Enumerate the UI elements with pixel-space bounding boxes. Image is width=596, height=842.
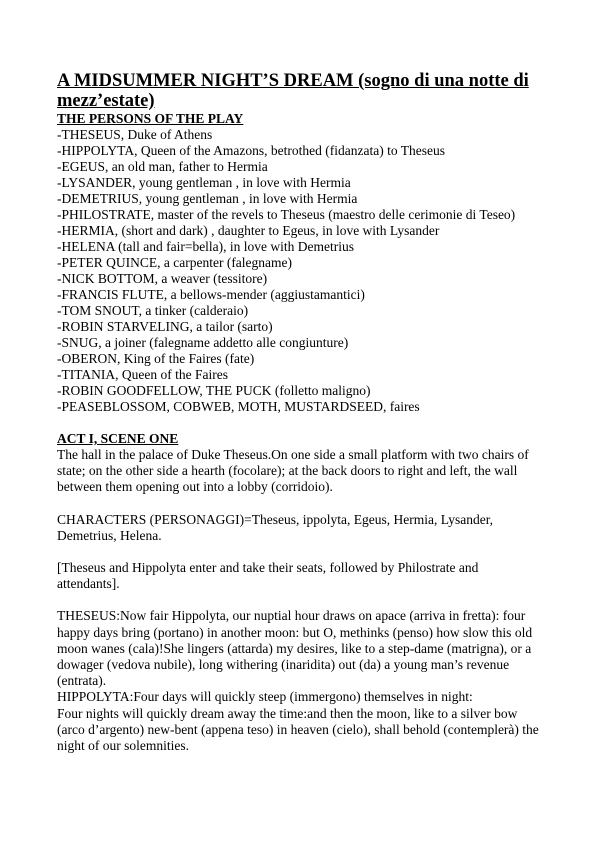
characters-list: CHARACTERS (PERSONAGGI)=Theseus, ippolyta, Egeus, Hermia, Lysander, Demetrius, Helena. bbox=[57, 511, 494, 543]
scene-setting: The hall in the palace of Duke Theseus.On one side a small platform with two chairs of state; on the other side a hearth (focolare); at the back doors to right and left, the wall between them opening out into a lobby (corridoio). bbox=[57, 447, 529, 495]
person-hippolyta: -HIPPOLYTA, Queen of the Amazons, betrothed (fidanzata) to Theseus bbox=[57, 143, 445, 158]
person-hermia: -HERMIA, (short and dark) , daughter to Egeus, in love with Lysander bbox=[57, 223, 440, 238]
person-helena: -HELENA (tall and fair=bella), in love with Demetrius bbox=[57, 239, 355, 254]
hippolyta-speech-line-2: Four nights will quickly dream away the time:and then the moon, like to a silver bow (arco d’argento) new-bent (appena teso) in heaven (cielo), shall behold (contemplerà) the night of our solemnities. bbox=[57, 705, 539, 754]
person-nick-bottom: -NICK BOTTOM, a weaver (tessitore) bbox=[57, 271, 268, 286]
spacer bbox=[57, 415, 539, 431]
person-egeus: -EGEUS, an old man, father to Hermia bbox=[57, 159, 268, 174]
act-heading: ACT I, SCENE ONE bbox=[57, 431, 179, 446]
person-philostrate: -PHILOSTRATE, master of the revels to Theseus (maestro delle cerimonie di Teseo) bbox=[57, 207, 516, 222]
person-theseus: -THESEUS, Duke of Athens bbox=[57, 127, 213, 142]
theseus-speech: THESEUS:Now fair Hippolyta, our nuptial hour draws on apace (arriva in fretta): four happy days bring (portano) in another moon: but O, methinks (penso) how slow this old moon wanes (cala)!She lingers (attarda) my desires, like to a step-dame (matrigna), or a dowager (vedova nubile), long withering (inaridita) out (da) a young man’s revenue (entrata). bbox=[57, 608, 533, 689]
person-robin-goodfellow: -ROBIN GOODFELLOW, THE PUCK (folletto maligno) bbox=[57, 383, 371, 398]
persons-heading: THE PERSONS OF THE PLAY bbox=[57, 111, 244, 126]
spacer bbox=[57, 496, 539, 512]
stage-direction: [Theseus and Hippolyta enter and take their seats, followed by Philostrate and attendants]. bbox=[57, 560, 479, 592]
person-tom-snout: -TOM SNOUT, a tinker (calderaio) bbox=[57, 303, 249, 318]
person-snug: -SNUG, a joiner (falegname addetto alle congiunture) bbox=[57, 335, 349, 350]
document-title: A MIDSUMMER NIGHT’S DREAM (sogno di una notte di mezz’estate) bbox=[57, 71, 529, 111]
spacer bbox=[57, 592, 539, 608]
person-lysander: -LYSANDER, young gentleman , in love with Hermia bbox=[57, 175, 351, 190]
document-page bbox=[57, 71, 539, 754]
person-titania: -TITANIA, Queen of the Faires bbox=[57, 367, 228, 382]
spacer bbox=[57, 544, 539, 560]
person-oberon: -OBERON, King of the Faires (fate) bbox=[57, 351, 255, 366]
person-robin-starveling: -ROBIN STARVELING, a tailor (sarto) bbox=[57, 319, 273, 334]
hippolyta-speech-line-1: HIPPOLYTA:Four days will quickly steep (immergono) themselves in night: bbox=[57, 689, 473, 705]
person-francis-flute: -FRANCIS FLUTE, a bellows-mender (aggiustamantici) bbox=[57, 287, 365, 302]
person-demetrius: -DEMETRIUS, young gentleman , in love with Hermia bbox=[57, 191, 358, 206]
person-peter-quince: -PETER QUINCE, a carpenter (falegname) bbox=[57, 255, 293, 270]
person-faires: -PEASEBLOSSOM, COBWEB, MOTH, MUSTARDSEED, faires bbox=[57, 399, 420, 414]
